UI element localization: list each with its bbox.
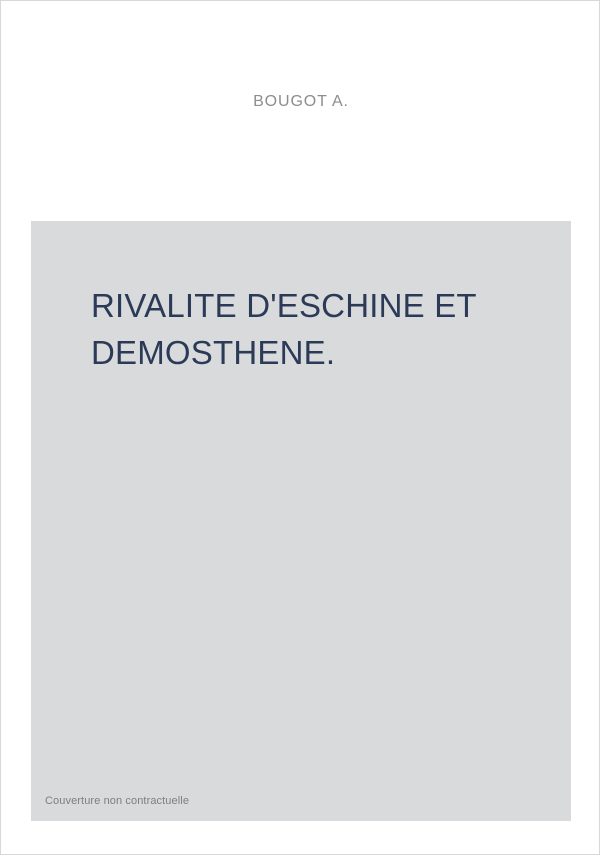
cover-disclaimer: Couverture non contractuelle bbox=[45, 795, 190, 807]
cover-art-placeholder bbox=[31, 221, 571, 821]
book-title: RIVALITE D'ESCHINE ET DEMOSTHENE. bbox=[91, 287, 477, 371]
author-name: BOUGOT A. bbox=[253, 93, 349, 110]
